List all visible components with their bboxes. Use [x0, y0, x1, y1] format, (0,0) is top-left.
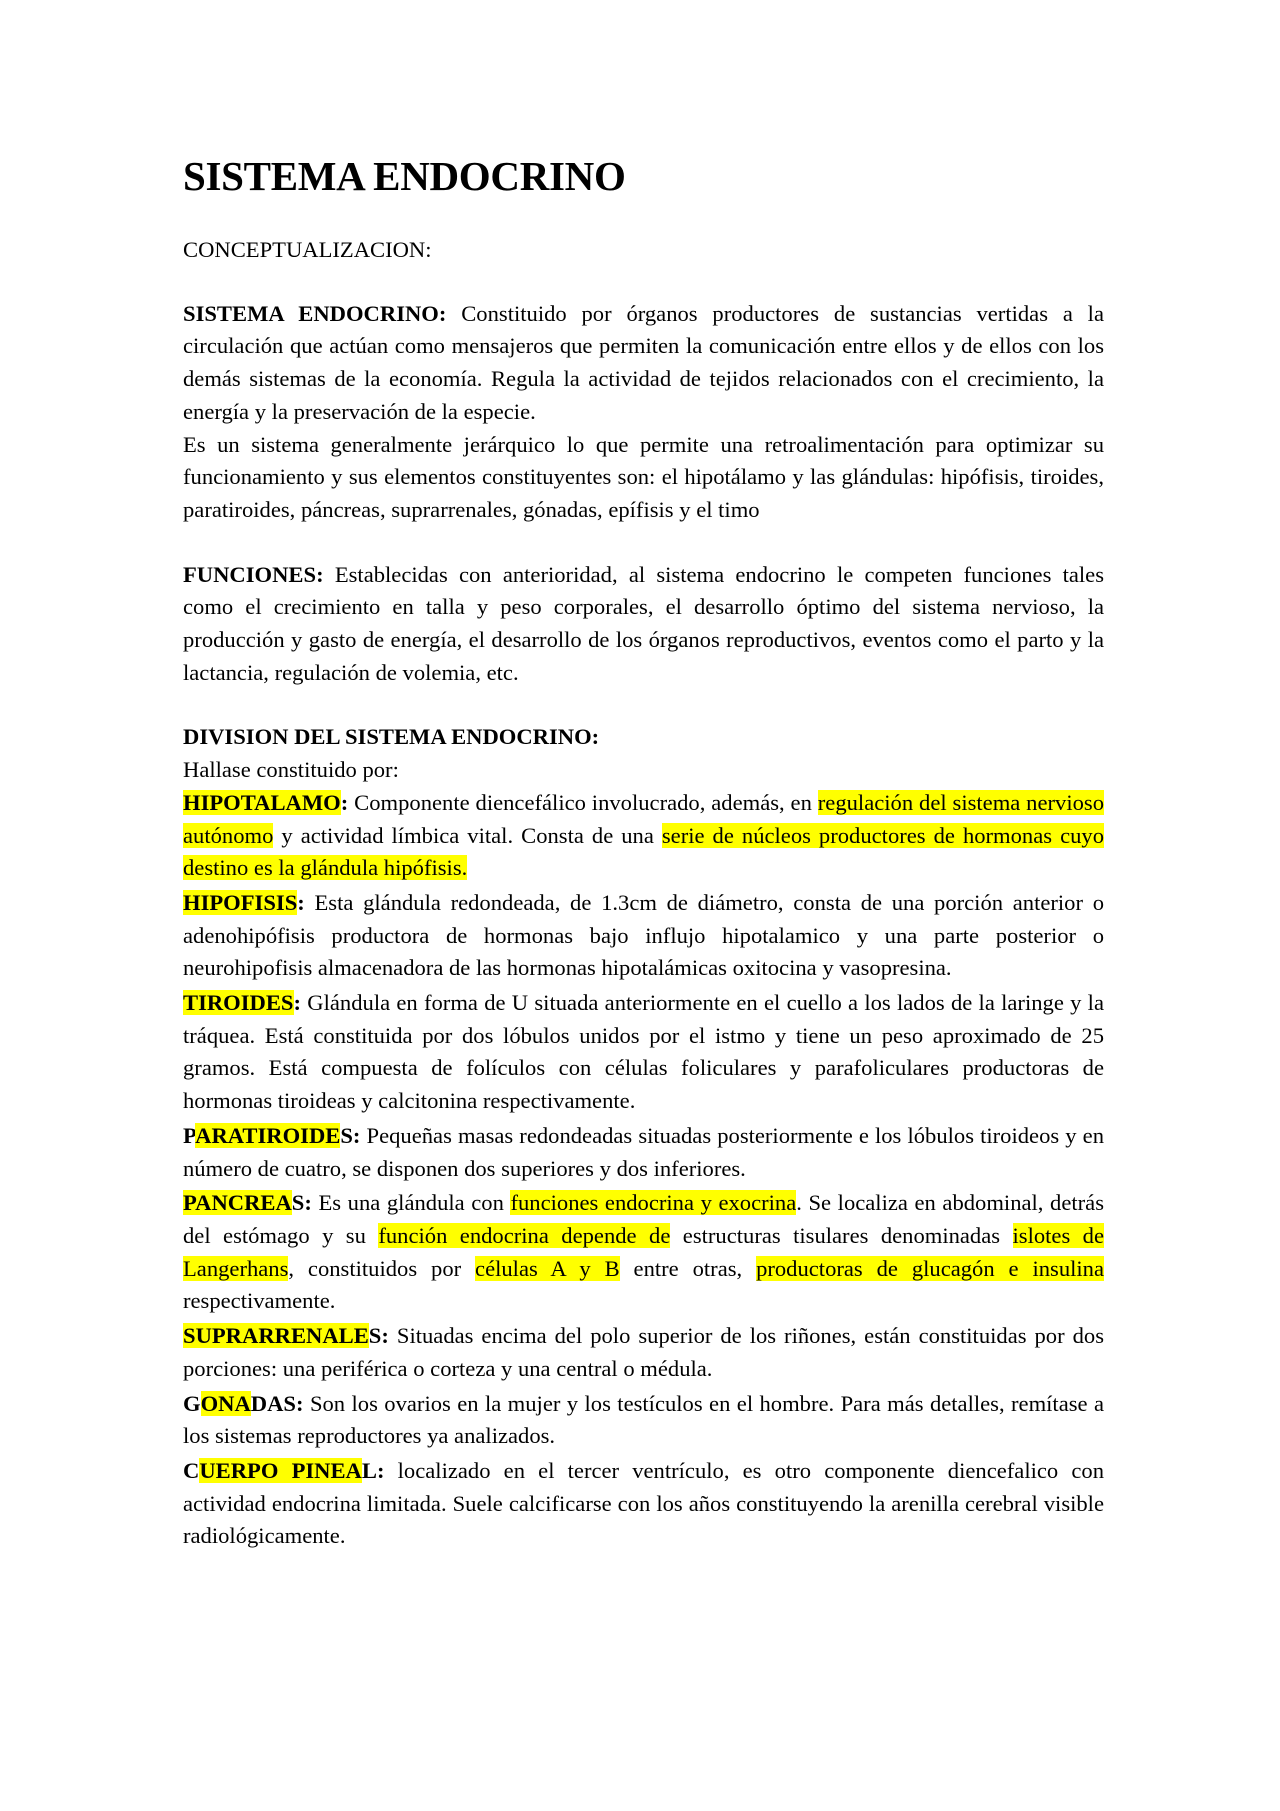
term-tiroides: TIROIDES:: [183, 990, 302, 1016]
highlight: regulación del sistema nervioso autónomo: [183, 789, 1104, 848]
entry-paratiroides: PARATIROIDES: Pequeñas masas redondeadas situadas posteriormente e los lóbulos tiroideos y en número de cuatro, se disponen dos superiores y dos inferiores.: [183, 1122, 1104, 1181]
entry-hipofisis: HIPOFISIS: Esta glándula redondeada, de 1.3cm de diámetro, consta de una porción anterior o adenohipófisis productora de hormonas bajo influjo hipotalamico y una parte posterior o neurohipofisis almacenadora de las hormonas hipotalámicas oxitocina y vasopresina.: [183, 889, 1104, 981]
highlight: PANCREA: [183, 1190, 292, 1216]
spacer: [183, 527, 1104, 559]
spacer: [183, 689, 1104, 721]
entry-cuerpo-pineal: CUERPO PINEAL: localizado en el tercer ventrículo, es otro componente diencefalico con actividad endocrina limitada. Suele calcificarse con los años constituyendo la arenilla cerebral visible radiológicamente.: [183, 1457, 1104, 1549]
highlight: TIROIDES: [183, 990, 294, 1016]
paragraph-text: Establecidas con anterioridad, al sistema endocrino le competen funciones tales como el crecimiento en talla y peso corporales, el desarrollo óptimo del sistema nervioso, la producción y gasto de energía, el desarrollo de los órganos reproductivos, eventos como el parto y la lactancia, regulación de volemia, etc.: [183, 561, 1104, 685]
division-intro: Hallase constituido por:: [183, 757, 399, 783]
entry-tiroides: TIROIDES: Glándula en forma de U situada anteriormente en el cuello a los lados de la laringe y la tráquea. Está constituida por dos lóbulos unidos por el istmo y tiene un peso aproximado de 25 gramos. Está compuesta de folículos con células foliculares y parafoliculares productoras de hormonas tiroideas y calcitonina respectivamente.: [183, 990, 1104, 1114]
term-hipotalamo: HIPOTALAMO:: [183, 789, 349, 815]
document-page: [183, 148, 1104, 1553]
highlight: HIPOTALAMO: [183, 789, 341, 815]
document-title: SISTEMA ENDOCRINO: [183, 153, 626, 199]
paragraph-sistema-endocrino: [183, 298, 1104, 429]
term-gonadas: GONADAS:: [183, 1390, 304, 1416]
highlight: productoras de glucagón e insulina: [756, 1255, 1105, 1281]
highlight: ONA: [200, 1390, 251, 1416]
highlight: células A y B: [475, 1255, 620, 1281]
concept-heading: CONCEPTUALIZACION:: [183, 237, 432, 262]
entry-hipotalamo: HIPOTALAMO: Componente diencefálico involucrado, además, en regulación del sistema nervioso autónomo y actividad límbica vital. Consta de una serie de núcleos productores de hormonas cuyo destino es la glándula hipófisis.: [183, 789, 1104, 881]
highlight: HIPOFISIS: [183, 889, 298, 915]
entry-suprarrenales: SUPRARRENALES: Situadas encima del polo superior de los riñones, están constituidas por dos porciones: una periférica o corteza y una central o médula.: [183, 1323, 1104, 1381]
highlight: UERPO PINEA: [199, 1457, 362, 1483]
term-cuerpo-pineal: CUERPO PINEAL:: [183, 1457, 385, 1483]
highlight: ARATIROIDE: [195, 1122, 341, 1148]
term-sistema-endocrino: SISTEMA ENDOCRINO:: [183, 300, 447, 326]
highlight: serie de núcleos productores de hormonas cuyo destino es la glándula hipófisis.: [183, 822, 1104, 881]
term-suprarrenales: SUPRARRENALES:: [183, 1323, 389, 1349]
entry-pancreas: PANCREAS: Es una glándula con funciones endocrina y exocrina. Se localiza en abdominal, detrás del estómago y su función endocrina depende de estructuras tisulares denominadas islotes de Langerhans, constituidos por células A y B entre otras, productoras de glucagón e insulina respectivamente.: [183, 1190, 1105, 1314]
term-funciones: FUNCIONES:: [183, 561, 324, 587]
term-paratiroides: PARATIROIDES:: [183, 1122, 361, 1148]
division-heading-text: DIVISION DEL SISTEMA ENDOCRINO:: [183, 724, 600, 750]
paragraph-funciones: [183, 559, 1104, 690]
paragraph-text: Constituido por órganos productores de sustancias vertidas a la circulación que actúan como mensajeros que permiten la comunicación entre ellos y de ellos con los demás sistemas de la economía. Regula la actividad de tejidos relacionados con el crecimiento, la energía y la preservación de la especie.: [183, 300, 1104, 424]
highlight: funciones endocrina y exocrina: [510, 1190, 797, 1216]
highlight: islotes de Langerhans: [183, 1222, 1105, 1281]
term-hipofisis: HIPOFISIS:: [183, 889, 305, 915]
highlight: función endocrina depende de: [378, 1222, 671, 1248]
division-heading: [183, 721, 1104, 754]
term-pancreas: PANCREAS:: [183, 1190, 312, 1216]
paragraph-jerarquico: Es un sistema generalmente jerárquico lo que permite una retroalimentación para optimizar su funcionamiento y sus elementos constituyentes son: el hipotálamo y las glándulas: hipófisis, tiroides, paratiroides, páncreas, suprarrenales, gónadas, epífisis y el timo: [183, 431, 1104, 522]
highlight: SUPRARRENALE: [183, 1323, 369, 1349]
entry-gonadas: GONADAS: Son los ovarios en la mujer y los testículos en el hombre. Para más detalles, remítase a los sistemas reproductores ya analizados.: [183, 1390, 1104, 1449]
